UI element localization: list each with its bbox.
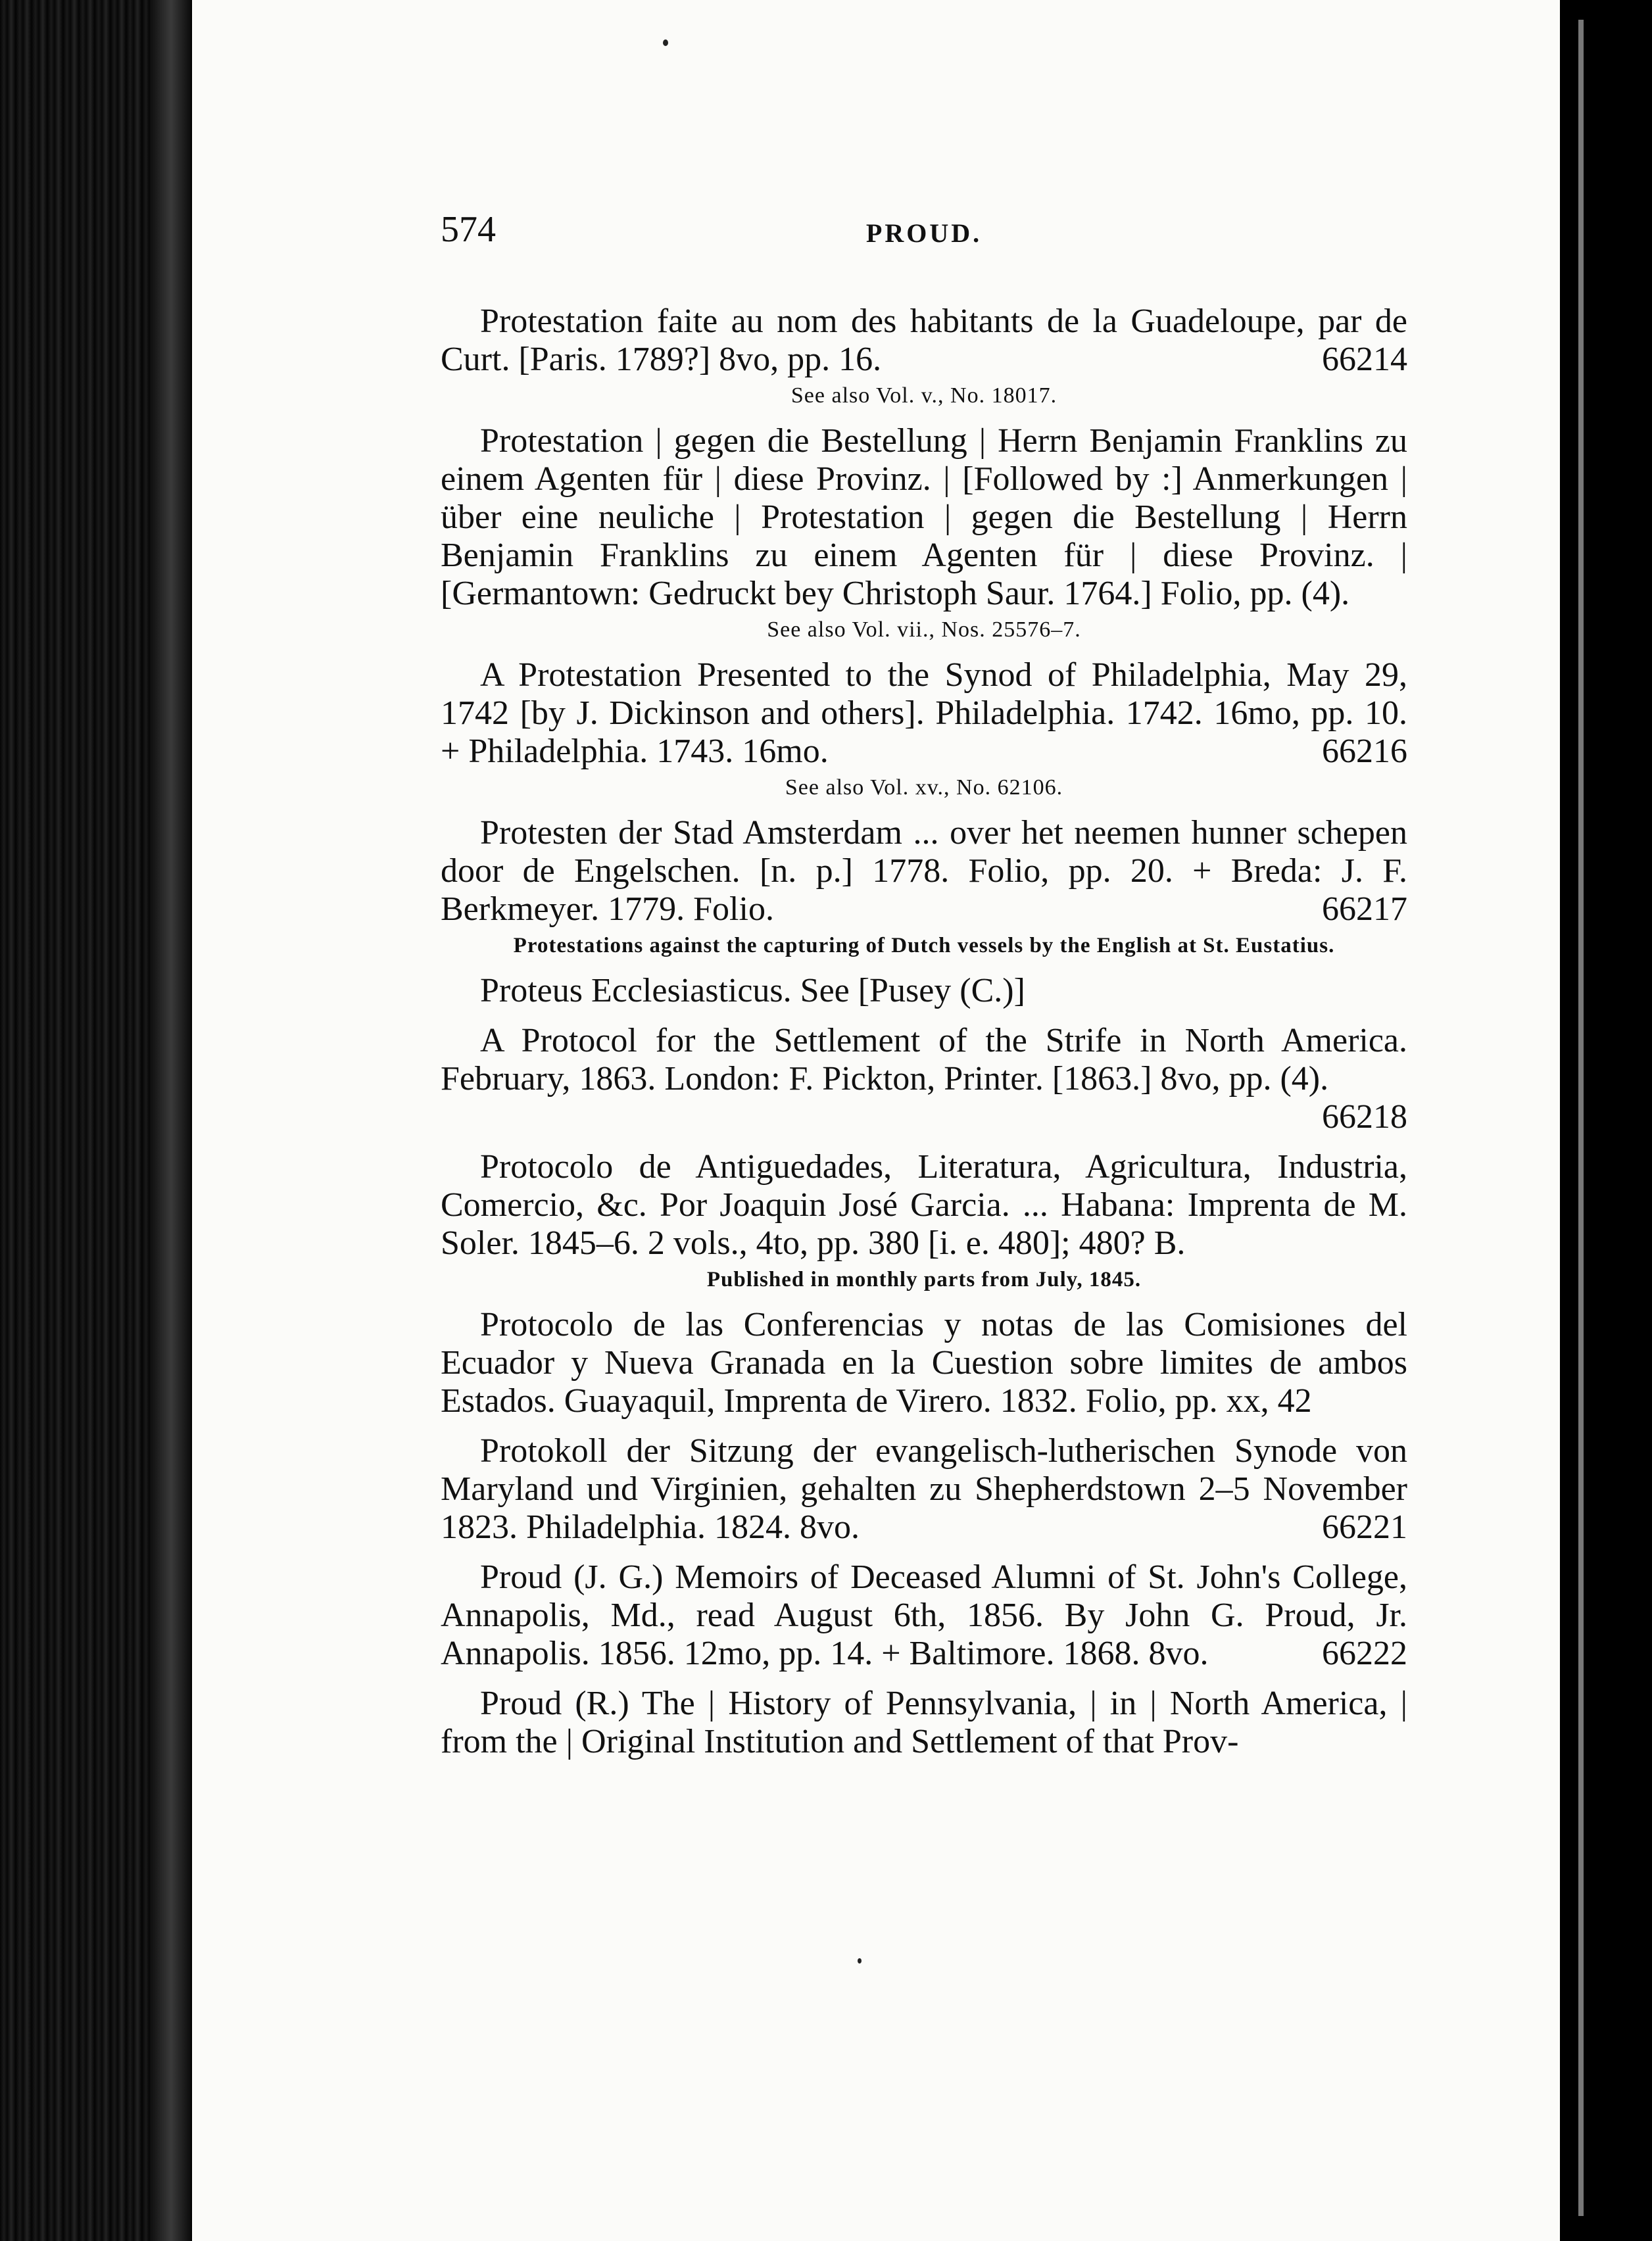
entry-number: 66221	[1322, 1508, 1407, 1546]
entry-note: See also Vol. vii., Nos. 25576–7.	[767, 617, 1081, 642]
entry-66217	[441, 814, 1407, 960]
entry-text: Protestation | gegen die Bestellung | Herrn Benjamin Franklins zu einem Agenten für | diese Provinz. | [Followed by :] Anmerkungen | über eine neuliche | Protestation | gegen die Bestellung | Herrn Benjamin Franklins zu einem Agenten für | diese Provinz. | [Germantown: Gedruckt bey Christoph Saur. 1764.] Folio, pp. (4).	[441, 422, 1407, 612]
entry-protestation-gegen	[441, 422, 1407, 644]
entry-text: Proteus Ecclesiasticus. See [Pusey (C.)]	[480, 972, 1025, 1009]
entry-text: Protocolo de las Conferencias y notas de las Comisiones del Ecuador y Nueva Granada en la Cuestion sobre limites de ambos Estados. Guayaquil, Imprenta de Virero. 1832. Folio, pp. xx, 42	[441, 1306, 1407, 1420]
entry-protocolo-antiguedades	[441, 1148, 1407, 1294]
entry-text: Proud (J. G.) Memoirs of Deceased Alumni of St. John's College, Annapolis, Md., read August 6th, 1856. By John G. Proud, Jr. Annapolis. 1856. 12mo, pp. 14. + Baltimore. 1868. 8vo. 66222	[441, 1558, 1407, 1672]
entry-proud-r	[441, 1685, 1407, 1761]
entry-note: Published in monthly parts from July, 1845.	[706, 1268, 1142, 1291]
entry-text: A Protocol for the Settlement of the Strife in North America. February, 1863. London: F. Pickton, Printer. [1863.] 8vo, pp. (4). 66218	[441, 1022, 1407, 1136]
entry-text: Protocolo de Antiguedades, Literatura, Agricultura, Industria, Comercio, &c. Por Joaquin José Garcia. ... Habana: Imprenta de M. Soler. 1845–6. 2 vols., 4to, pp. 380 [i. e. 480]; 480? B.	[441, 1148, 1407, 1262]
entry-number: 66217	[1322, 890, 1407, 928]
page-content	[441, 210, 1407, 1773]
entry-66216	[441, 656, 1407, 802]
running-head: PROUD.	[865, 218, 983, 248]
speck-top	[663, 39, 668, 46]
binding-edge	[151, 0, 191, 2241]
entry-number: 66216	[1322, 733, 1407, 770]
entry-note: Protestations against the capturing of Dutch vessels by the English at St. Eustatius.	[513, 934, 1335, 957]
entry-number: 66222	[1322, 1635, 1407, 1672]
entry-proteus	[441, 972, 1407, 1010]
entry-protocolo-conferencias	[441, 1306, 1407, 1420]
entry-66214	[441, 302, 1407, 410]
entry-note: See also Vol. xv., No. 62106.	[785, 775, 1063, 800]
entry-text: A Protestation Presented to the Synod of Philadelphia, May 29, 1742 [by J. Dickinson and others]. Philadelphia. 1742. 16mo, pp. 10. + Philadelphia. 1743. 16mo. 66216	[441, 656, 1407, 770]
entry-text: Protokoll der Sitzung der evangelisch-lutherischen Synode von Maryland und Virginien, gehalten zu Shepherdstown 2–5 November 1823. Philadelphia. 1824. 8vo. 66221	[441, 1432, 1407, 1546]
entry-number: 66214	[1322, 341, 1407, 378]
right-margin-strip	[1560, 0, 1652, 2241]
page-header	[441, 210, 1407, 263]
entry-number: 66218	[1322, 1098, 1407, 1136]
entry-66218	[441, 1022, 1407, 1136]
entry-66222	[441, 1558, 1407, 1673]
entry-note: See also Vol. v., No. 18017.	[790, 383, 1057, 408]
speck-bottom	[858, 1958, 862, 1964]
page-number: 574	[441, 209, 496, 250]
entry-text: Proud (R.) The | History of Pennsylvania, | in | North America, | from the | Original Institution and Settlement of that Prov-	[441, 1685, 1407, 1760]
entry-text: Protestation faite au nom des habitants de la Guadeloupe, par de Curt. [Paris. 1789?] 8vo, pp. 16. 66214	[441, 302, 1407, 378]
entry-text: Protesten der Stad Amsterdam ... over het neemen hunner schepen door de Engelschen. [n. p.] 1778. Folio, pp. 20. + Breda: J. F. Berkmeyer. 1779. Folio. 66217	[441, 814, 1407, 928]
adjacent-page-edge	[1578, 20, 1584, 2216]
entry-66221	[441, 1432, 1407, 1547]
